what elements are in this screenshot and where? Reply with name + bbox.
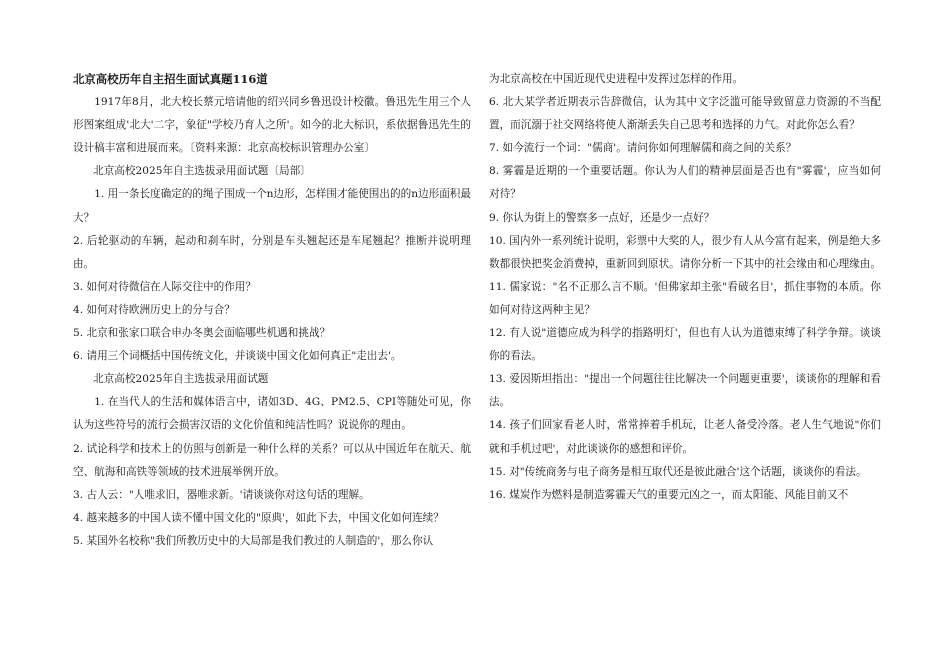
right-paragraph-9: 14. 孩子们回家看老人时，常常捧着手机玩，让老人备受冷落。老人生气地说"你们就和手机过吧'，对此谈谈你的感想和评价。: [489, 419, 881, 455]
left-paragraph-10: 1. 在当代人的生活和媒体语言中，诸如3D、4G、PM2.5、CPI等随处可见，你认为这些符号的流行会损害汉语的文化价值和纯洁性吗？说说你的理由。: [73, 396, 471, 432]
left-paragraph-6: 4. 如何对待欧洲历史上的分与合？: [73, 303, 235, 316]
left-paragraph-9: 北京高校2025年自主选拔录用面试题: [93, 373, 269, 386]
right-paragraph-5: 10. 国内外一系列统计说明，彩票中大奖的人，很少有人从今富有起来，例是绝大多数都很快把奖金消费掉，重新回到原状。请你分析一下其中的社会缘由和心理缘由。: [489, 234, 881, 270]
right-paragraph-7: 12. 有人说"道德应成为科学的指路明灯'，但也有人认为道德束缚了科学争辩。谈谈你的看法。: [489, 327, 881, 363]
right-paragraph-4: 9. 你认为街上的警察多一点好，还是少一点好？: [489, 211, 715, 224]
right-paragraph-2: 7. 如今流行一个词："儒商'。请问你如何理解儒和商之间的关系？: [489, 142, 797, 155]
left-paragraph-14: 5. 某国外名校称"我们所教历史中的大局部是我们教过的人制造的'，那么你认: [73, 534, 434, 547]
left-paragraph-5: 3. 如何对待微信在人际交往中的作用？: [73, 280, 256, 293]
left-paragraph-3: 1. 用一条长度确定的的绳子围成一个n边形，怎样围才能使围出的的n边形面积最大？: [73, 188, 471, 224]
left-paragraph-2: 北京高校2025年自主选拔录用面试题〔局部〕: [93, 165, 311, 178]
right-paragraph-11: 16. 煤炭作为燃料是制造雾霾天气的重要元凶之一，而太阳能、风能目前又不: [489, 488, 849, 501]
left-paragraph-7: 5. 北京和张家口联合申办冬奥会面临哪些机遇和挑战？: [73, 327, 331, 340]
left-column: [73, 68, 471, 553]
right-paragraph-10: 15. 对"传统商务与电子商务是相互取代还是彼此融合'这个话题，谈谈你的看法。: [489, 465, 867, 478]
left-paragraph-12: 3. 古人云："人唯求旧，器唯求新。'请谈谈你对这句话的理解。: [73, 488, 370, 501]
right-paragraph-6: 11. 儒家说："名不正那么言不顺。'但佛家却主张"看破名目'，抓住事物的本质。你如何对待这两种主见？: [489, 280, 881, 316]
right-column: [489, 68, 881, 507]
left-paragraph-4: 2. 后轮驱动的车辆，起动和刹车时，分别是车头翘起还是车尾翘起？推断并说明理由。: [73, 234, 471, 270]
right-paragraph-3: 8. 雾霾是近期的一个重要话题。你认为人们的精神层面是否也有"雾霾'，应当如何对待？: [489, 165, 881, 201]
right-paragraph-0: 为北京高校在中国近现代史进程中发挥过怎样的作用。: [489, 73, 744, 85]
right-paragraph-8: 13. 爱因斯坦指出："提出一个问题往往比解决一个问题更重要'，谈谈你的理解和看法。: [489, 373, 881, 409]
left-paragraph-11: 2. 试论科学和技术上的仿照与创新是一种什么样的关系？可以从中国近年在航天、航空、航海和高铁等领域的技术进展举例开放。: [73, 442, 471, 478]
right-paragraph-1: 6. 北大某学者近期表示告辞微信，认为其中文字泛滥可能导致留意力资源的不当配置，而沉溺于社交网络将使人渐渐丢失自己思考和选择的力气。对此你怎么看？: [489, 96, 881, 132]
document-title: 北京高校历年自主招生面试真题116道: [73, 72, 268, 86]
left-paragraph-1: 1917年8月，北大校长蔡元培请他的绍兴同乡鲁迅设计校徽。鲁迅先生用三个人形图案组成'北大'二字，象征"学校乃育人之所'。如今的北大标识，系依据鲁迅先生的设计稿丰富和进展而来。〔资料来源：北京高校标识管理办公室〕: [73, 96, 471, 155]
left-paragraph-8: 6. 请用三个词概括中国传统文化，并谈谈中国文化如何真正"走出去'。: [73, 350, 402, 363]
left-paragraph-13: 4. 越来越多的中国人读不懂中国文化的"原典'，如此下去，中国文化如何连续？: [73, 511, 444, 524]
